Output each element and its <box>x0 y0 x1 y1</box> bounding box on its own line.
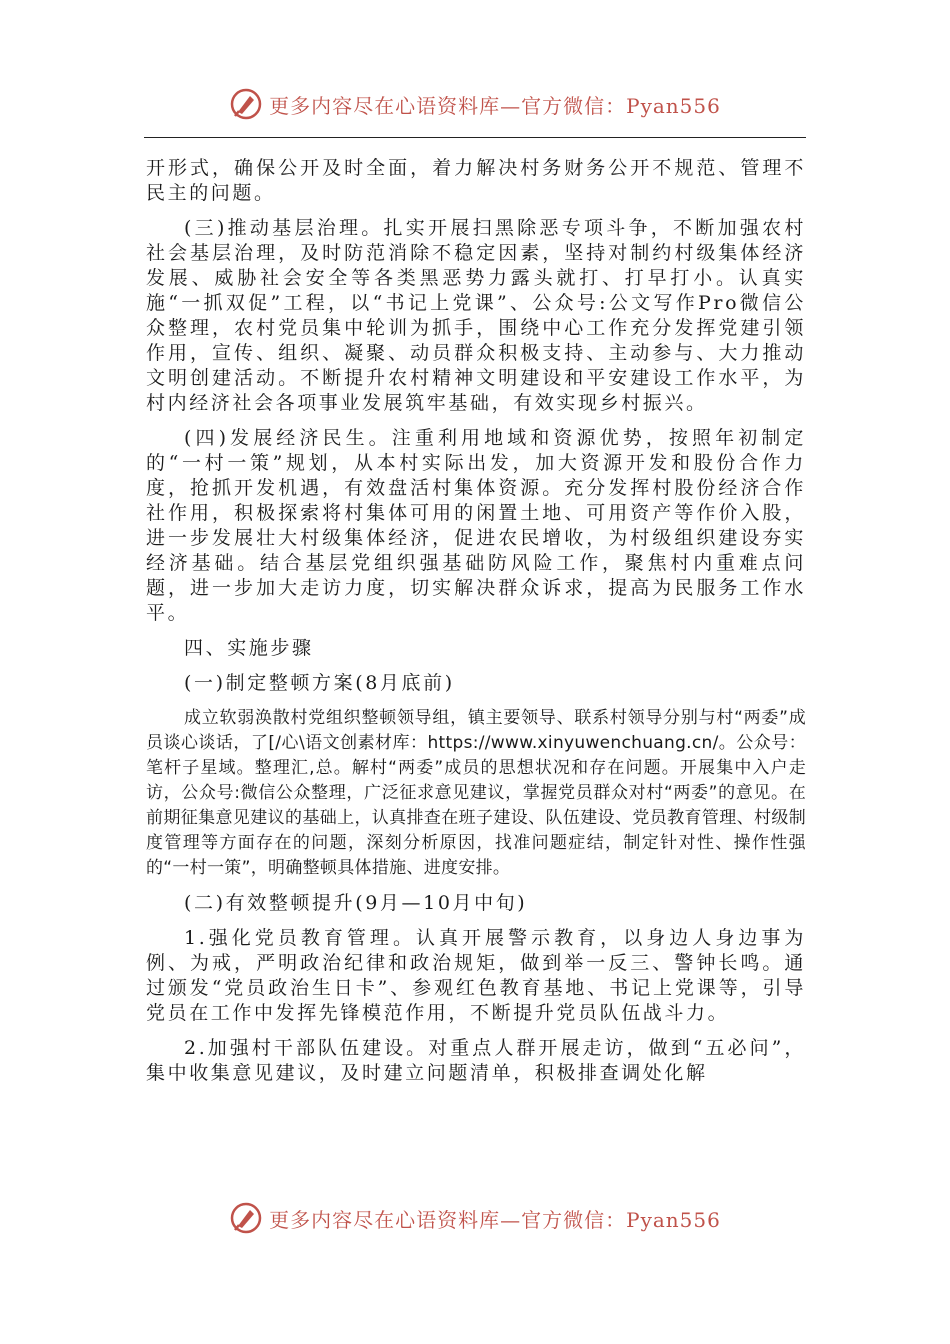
paragraph-6: 2.加强村干部队伍建设。对重点人群开展走访，做到“五必问”，集中收集意见建议，及时建立问题清单，积极排查调处化解 <box>146 1037 806 1084</box>
paragraph-1: 开形式，确保公开及时全面，着力解决村务财务公开不规范、管理不民主的问题。 <box>146 157 806 204</box>
paragraph-3: (四)发展经济民生。注重利用地域和资源优势，按照年初制定的“一村一策”规划，从本村实际出发，加大资源开发和股份合作力度，抢抓开发机遇，有效盘活村集体资源。充分发挥村股份经济合作社作用，积极探索将村集体可用的闲置土地、可用资产等作价入股，进一步发展壮大村级集体经济，促进农民增收，为村级组织建设夯实经济基础。结合基层党组织强基础防风险工作，聚焦村内重难点问题，进一步加大走访力度，切实解决群众诉求，提高为民服务工作水平。 <box>146 427 806 624</box>
subsection-heading-2: (二)有效整顿提升(9月—10月中旬) <box>184 892 528 914</box>
banner-text: 更多内容尽在心语资料库—官方微信：Pyan556 <box>269 1207 721 1232</box>
banner-text: 更多内容尽在心语资料库—官方微信：Pyan556 <box>269 93 721 118</box>
paragraph-2: (三)推动基层治理。扎实开展扫黑除恶专项斗争，不断加强农村社会基层治理，及时防范消除不稳定因素，坚持对制约村级集体经济发展、威胁社会安全等各类黑恶势力露头就打、打早打小。认真实施“一抓双促”工程，以“书记上党课”、公众号:公文写作Pro微信公众整理，农村党员集中轮训为抓手，围绕中心工作充分发挥党建引领作用，宣传、组织、凝聚、动员群众积极支持、主动参与、大力推动文明创建活动。不断提升农村精神文明建设和平安建设工作水平，为村内经济社会各项事业发展筑牢基础，有效实现乡村振兴。 <box>146 217 806 414</box>
section-heading-4: 四、实施步骤 <box>184 637 314 659</box>
logo-icon <box>229 1201 263 1235</box>
footer-banner <box>0 1196 950 1240</box>
subsection-heading-1: (一)制定整顿方案(8月底前) <box>184 672 455 694</box>
paragraph-5: 1.强化党员教育管理。认真开展警示教育，以身边人身边事为例、为戒，严明政治纪律和政治规矩，做到举一反三、警钟长鸣。通过颁发“党员政治生日卡”、参观红色教育基地、书记上党课等，引导党员在工作中发挥先锋模范作用，不断提升党员队伍战斗力。 <box>146 927 806 1024</box>
header-rule <box>144 137 806 138</box>
header-banner <box>0 82 950 126</box>
logo-icon <box>229 87 263 121</box>
document-body <box>146 156 806 1096</box>
paragraph-4: 成立软弱涣散村党组织整顿领导组，镇主要领导、联系村领导分别与村“两委”成员谈心谈话，了[/心\语文创素材库：https://www.xinyuwenchuang.cn/。公众号：笔杆子星域。整理汇,总。解村“两委”成员的思想状况和存在问题。开展集中入户走访，公众号:微信公众整理，广泛征求意见建议，掌握党员群众对村“两委”的意见。在前期征集意见建议的基础上，认真排查在班子建设、队伍建设、党员教育管理、村级制度管理等方面存在的问题，深刻分析原因，找准问题症结，制定针对性、操作性强的“一村一策”，明确整顿具体措施、进度安排。 <box>146 708 806 878</box>
